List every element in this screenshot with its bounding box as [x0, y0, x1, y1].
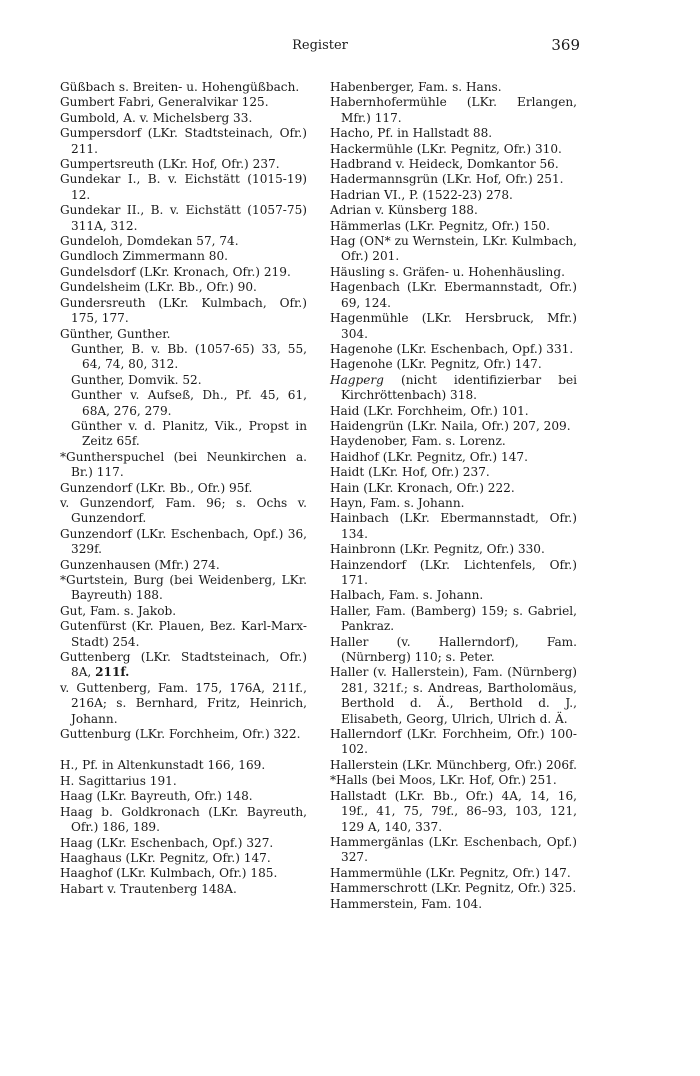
entry-text: Gunzendorf (LKr. Eschenbach, Opf.) 36, 329f. [60, 526, 307, 557]
entry-text: Hallstadt (LKr. Bb., Ofr.) 4A, 14, 16, 19f., 41, 75, 79f., 86–93, 103, 121, 129 A, 140, 337. [330, 788, 577, 834]
index-entry [60, 111, 307, 126]
entry-text: Hain (LKr. Kronach, Ofr.) 222. [330, 480, 515, 495]
index-entry [60, 558, 307, 573]
index-entry [330, 604, 577, 635]
entry-text: v. Guttenberg, Fam. 175, 176A, 211f., 216A; s. Bernhard, Fritz, Heinrich, Johann. [60, 680, 307, 726]
index-subentry [60, 342, 307, 373]
entry-text: Gunther v. Aufseß, Dh., Pf. 45, 61, 68A, 276, 279. [71, 388, 307, 418]
entry-text: Hackermühle (LKr. Pegnitz, Ofr.) 310. [330, 141, 562, 156]
entry-text: Gundloch Zimmermann 80. [60, 249, 229, 264]
entry-text: Gunther, B. v. Bb. (1057-65) 33, 55, 64, 74, 80, 312. [71, 341, 307, 372]
entry-text: Haller, Fam. (Bamberg) 159; s. Gabriel, Pankraz. [330, 603, 577, 634]
index-entry [60, 234, 307, 249]
entry-text: Hagenohe (LKr. Pegnitz, Ofr.) 147. [330, 357, 542, 372]
entry-text: Guttenberg (LKr. Stadtsteinach, Ofr.) 8A, [60, 650, 307, 680]
entry-text: H., Pf. in Altenkunstadt 166, 169. [60, 758, 266, 773]
entry-text: Gunzendorf (LKr. Bb., Ofr.) 95f. [60, 480, 253, 495]
index-entry [330, 373, 577, 404]
entry-text: Gumbold, A. v. Michelsberg 33. [60, 110, 253, 125]
entry-text: Hadermannsgrün (LKr. Hof, Ofr.) 251. [330, 172, 564, 187]
index-entry [60, 80, 307, 95]
entry-text: Günther v. d. Planitz, Vik., Propst in Zeitz 65f. [71, 418, 307, 449]
entry-text: Hainbach (LKr. Ebermannstadt, Ofr.) 134. [330, 511, 577, 541]
entry-text: (nicht identifizierbar bei Kirchröttenbach) 318. [341, 372, 577, 403]
entry-text: Hadrian VI., P. (1522-23) 278. [330, 187, 513, 202]
index-entry [330, 357, 577, 372]
index-entry [330, 866, 577, 881]
entry-text: Hagenbach (LKr. Ebermannstadt, Ofr.) 69, 124. [330, 280, 577, 310]
entry-text: Adrian v. Künsberg 188. [330, 203, 478, 218]
index-entry [60, 496, 307, 527]
entry-text: Hagenmühle (LKr. Hersbruck, Mfr.) 304. [330, 311, 577, 341]
index-entry [330, 311, 577, 342]
index-entry [60, 805, 307, 836]
entry-text: Hainzendorf (LKr. Lichtenfels, Ofr.) 171. [330, 557, 577, 587]
index-entry [60, 774, 307, 789]
entry-text: Hämmerlas (LKr. Pegnitz, Ofr.) 150. [330, 218, 550, 233]
index-entry [60, 265, 307, 280]
entry-text: *Guntherspuchel (bei Neunkirchen a. Br.) 117. [60, 449, 307, 480]
entry-text: Hammerstein, Fam. 104. [330, 896, 483, 911]
entry-text: H. Sagittarius 191. [60, 773, 177, 788]
entry-text: Habernhofermühle (LKr. Erlangen, Mfr.) 117. [330, 95, 577, 125]
index-entry [60, 851, 307, 866]
entry-text: Hacho, Pf. in Hallstadt 88. [330, 126, 493, 141]
index-entry [60, 172, 307, 203]
entry-text: Gundelsdorf (LKr. Kronach, Ofr.) 219. [60, 264, 291, 279]
index-entry [60, 126, 307, 157]
index-entry [330, 635, 577, 666]
entry-text: Haydenober, Fam. s. Lorenz. [330, 434, 506, 449]
index-entry [330, 157, 577, 172]
entry-text: Haag b. Goldkronach (LKr. Bayreuth, Ofr.) 186, 189. [60, 804, 307, 835]
entry-text: v. Gunzendorf, Fam. 96; s. Ochs v. Gunzendorf. [60, 495, 307, 526]
index-entry [330, 789, 577, 835]
entry-text: Gutenfürst (Kr. Plauen, Bez. Karl-Marx-Stadt) 254. [60, 619, 307, 649]
entry-text: Güßbach s. Breiten- u. Hohengüßbach. [60, 80, 300, 94]
bold-reference: 211f. [95, 665, 130, 680]
entry-text: Gundekar I., B. v. Eichstätt (1015-19) 12. [60, 172, 307, 202]
index-entry [60, 95, 307, 110]
index-entry [330, 496, 577, 511]
index-entry [330, 434, 577, 449]
index-entry [330, 234, 577, 265]
index-entry [330, 126, 577, 141]
entry-text: *Gurtstein, Burg (bei Weidenberg, LKr. Bayreuth) 188. [60, 573, 307, 603]
entry-text: Hayn, Fam. s. Johann. [330, 495, 465, 510]
index-entry [60, 789, 307, 804]
index-entry [330, 465, 577, 480]
index-entry [60, 280, 307, 295]
section-gap [60, 742, 307, 758]
index-entry [330, 727, 577, 758]
entry-text: Gunzenhausen (Mfr.) 274. [60, 557, 220, 572]
entry-text: Hadbrand v. Heideck, Domkantor 56. [330, 157, 559, 172]
index-entry [60, 203, 307, 234]
page-header [60, 38, 580, 60]
index-entry [330, 419, 577, 434]
index-entry [330, 758, 577, 773]
entry-text: Hallerndorf (LKr. Forchheim, Ofr.) 100-102. [330, 727, 577, 757]
entry-text: Haidhof (LKr. Pegnitz, Ofr.) 147. [330, 449, 528, 464]
running-title: Register [292, 38, 348, 53]
index-entry [60, 866, 307, 881]
index-entry [60, 619, 307, 650]
index-entry [330, 881, 577, 896]
index-entry [60, 836, 307, 851]
entry-text: Hagenohe (LKr. Eschenbach, Opf.) 331. [330, 341, 574, 356]
entry-text: Haaghof (LKr. Kulmbach, Ofr.) 185. [60, 866, 278, 881]
entry-text: Habenberger, Fam. s. Hans. [330, 80, 502, 94]
index-entry [330, 280, 577, 311]
entry-text: Haag (LKr. Bayreuth, Ofr.) 148. [60, 789, 253, 804]
entry-text: Hammermühle (LKr. Pegnitz, Ofr.) 147. [330, 865, 571, 880]
index-entry [60, 450, 307, 481]
page-number: 369 [551, 36, 580, 54]
entry-text: Haid (LKr. Forchheim, Ofr.) 101. [330, 403, 529, 418]
entry-text: Gunther, Domvik. 52. [71, 372, 202, 387]
index-entry [60, 727, 307, 742]
index-entry [60, 681, 307, 727]
index-subentry [60, 388, 307, 419]
index-entry [60, 882, 307, 897]
index-entry [330, 203, 577, 218]
index-entry [330, 95, 577, 126]
index-column-right [330, 80, 577, 912]
entry-text: Häusling s. Gräfen- u. Hohenhäusling. [330, 264, 565, 279]
index-subentry [60, 373, 307, 388]
entry-text: Gundeloh, Domdekan 57, 74. [60, 234, 239, 249]
entry-text: Günther, Gunther. [60, 326, 171, 341]
entry-text: Haidt (LKr. Hof, Ofr.) 237. [330, 465, 490, 480]
index-entry [330, 835, 577, 866]
index-entry [60, 296, 307, 327]
index-entry [60, 327, 307, 342]
index-subentry [60, 419, 307, 450]
index-entry [330, 219, 577, 234]
index-entry [330, 558, 577, 589]
index-entry [330, 342, 577, 357]
index-entry [330, 542, 577, 557]
index-entry [330, 188, 577, 203]
index-entry [330, 404, 577, 419]
entry-text: Haaghaus (LKr. Pegnitz, Ofr.) 147. [60, 850, 271, 865]
entry-text: Haller (v. Hallerndorf), Fam. (Nürnberg) 110; s. Peter. [330, 634, 577, 665]
index-entry [330, 481, 577, 496]
index-entry [330, 142, 577, 157]
index-entry [60, 157, 307, 172]
index-entry [330, 773, 577, 788]
entry-text: Habart v. Trautenberg 148A. [60, 881, 237, 896]
entry-text: Hallerstein (LKr. Münchberg, Ofr.) 206f. [330, 757, 577, 772]
index-entry [60, 527, 307, 558]
index-entry [60, 758, 307, 773]
entry-text: Gumpersdorf (LKr. Stadtsteinach, Ofr.) 211. [60, 126, 307, 156]
entry-text: Hainbronn (LKr. Pegnitz, Ofr.) 330. [330, 542, 545, 557]
entry-text: Hag (ON* zu Wernstein, LKr. Kulmbach, Ofr.) 201. [330, 234, 577, 264]
index-entry [60, 481, 307, 496]
index-entry [330, 450, 577, 465]
entry-text: Gundersreuth (LKr. Kulmbach, Ofr.) 175, 177. [60, 295, 307, 326]
index-entry [60, 650, 307, 681]
entry-text: Haag (LKr. Eschenbach, Opf.) 327. [60, 835, 274, 850]
entry-text: Gut, Fam. s. Jakob. [60, 603, 177, 618]
index-entry [60, 573, 307, 604]
entry-text: Guttenburg (LKr. Forchheim, Ofr.) 322. [60, 727, 301, 742]
index-column-left [60, 80, 307, 897]
entry-text: Hammergänlas (LKr. Eschenbach, Opf.) 327. [330, 834, 577, 865]
index-entry [330, 80, 577, 95]
entry-text: Gundekar II., B. v. Eichstätt (1057-75) 311A, 312. [60, 203, 307, 233]
index-entry [60, 249, 307, 264]
entry-text: *Halls (bei Moos, LKr. Hof, Ofr.) 251. [330, 773, 557, 788]
entry-text: Halbach, Fam. s. Johann. [330, 588, 484, 603]
index-entry [330, 897, 577, 912]
entry-text: Hammerschrott (LKr. Pegnitz, Ofr.) 325. [330, 881, 577, 896]
index-entry [60, 604, 307, 619]
entry-text: Gundelsheim (LKr. Bb., Ofr.) 90. [60, 280, 257, 295]
entry-text: Gumpertsreuth (LKr. Hof, Ofr.) 237. [60, 157, 280, 172]
index-entry [330, 665, 577, 727]
entry-text: Haidengrün (LKr. Naila, Ofr.) 207, 209. [330, 418, 571, 433]
entry-text: Haller (v. Hallerstein), Fam. (Nürnberg) 281, 321f.; s. Andreas, Bartholomäus, Berthold d. Ä., Berthold d. J., Elisabeth, Georg, Ulrich, Ulrich d. Ä. [330, 665, 577, 726]
index-entry [330, 172, 577, 187]
index-entry [330, 588, 577, 603]
entry-text: Gumbert Fabri, Generalvikar 125. [60, 95, 269, 110]
italic-term: Hagperg [330, 372, 384, 387]
index-entry [330, 511, 577, 542]
index-entry [330, 265, 577, 280]
